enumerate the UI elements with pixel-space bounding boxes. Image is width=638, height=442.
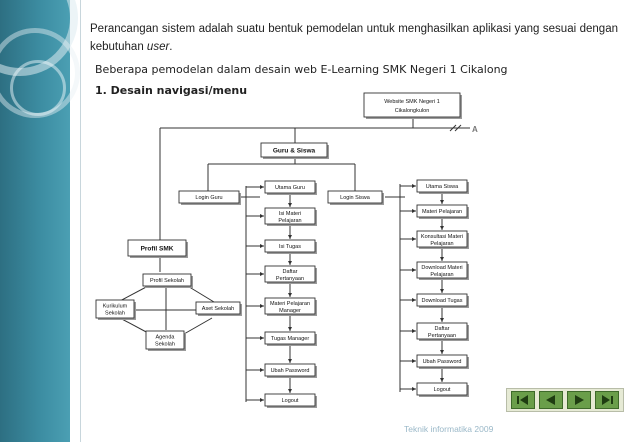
menu-label-2: Pelajaran xyxy=(278,218,302,224)
login-guru-label: Login Guru xyxy=(195,195,223,201)
section-heading: 1. Desain navigasi/menu xyxy=(95,84,248,97)
menu-label-2: Pelajaran xyxy=(430,241,454,247)
menu-label: Logout xyxy=(433,387,451,393)
profil-sekolah-label: Profil Sekolah xyxy=(150,278,184,284)
menu-label: Daftar xyxy=(434,326,450,332)
kurikulum-label-1: Kurikulum xyxy=(102,303,128,310)
profil-smk-label: Profil SMK xyxy=(140,245,174,253)
intro-emphasis: user xyxy=(146,41,170,53)
agenda-label-2: Sekolah xyxy=(155,341,175,348)
intro-text-end: . xyxy=(169,41,173,53)
menu-label: Materi Pelajaran xyxy=(269,301,311,307)
menu-label: Materi Pelajaran xyxy=(421,209,463,215)
menu-label: Ubah Password xyxy=(422,359,462,365)
login-siswa-label: Login Siswa xyxy=(340,195,370,201)
menu-label: Logout xyxy=(281,398,299,404)
connector-marker-label: A xyxy=(472,125,478,134)
menu-label: Isi Tugas xyxy=(278,244,302,250)
intro-text: Perancangan sistem adalah suatu bentuk pemodelan untuk menghasilkan aplikasi yang sesuai dengan kebutuhan xyxy=(90,23,618,53)
menu-label: Tugas Manager xyxy=(270,336,310,342)
menu-label: Daftar xyxy=(282,269,298,275)
first-icon[interactable] xyxy=(511,391,535,409)
menu-label-2: Pelajaran xyxy=(430,272,454,278)
footer-text: Teknik informatika 2009 xyxy=(404,424,494,434)
kurikulum-label-2: Sekolah xyxy=(105,310,125,317)
menu-label: Download Tugas xyxy=(421,298,463,304)
subtitle: Beberapa pemodelan dalam desain web E-Learning SMK Negeri 1 Cikalong xyxy=(95,63,508,76)
menu-label: Utama Guru xyxy=(275,185,305,191)
menu-label-2: Pertanyaan xyxy=(427,333,457,339)
root-label-1: Website SMK Negeri 1 xyxy=(384,99,440,105)
slide-navigation xyxy=(506,388,624,412)
menu-label: Konsultasi Materi xyxy=(420,234,464,240)
menu-label-2: Manager xyxy=(279,308,301,314)
agenda-label-1: Agenda xyxy=(155,334,175,341)
next-icon[interactable] xyxy=(567,391,591,409)
menu-label: Ubah Password xyxy=(270,368,310,374)
guru-siswa-label: Guru & Siswa xyxy=(272,147,316,155)
menu-label-2: Pertanyaan xyxy=(275,276,305,282)
menu-label: Utama Siswa xyxy=(425,184,459,190)
menu-label: Isi Materi xyxy=(278,211,302,217)
menu-label: Download Materi xyxy=(421,265,463,271)
prev-icon[interactable] xyxy=(539,391,563,409)
siswa-menu-column xyxy=(417,180,469,397)
aset-sekolah-label: Aset Sekolah xyxy=(201,306,235,312)
last-icon[interactable] xyxy=(595,391,619,409)
root-label-2: Cikalongkulon xyxy=(394,108,430,114)
